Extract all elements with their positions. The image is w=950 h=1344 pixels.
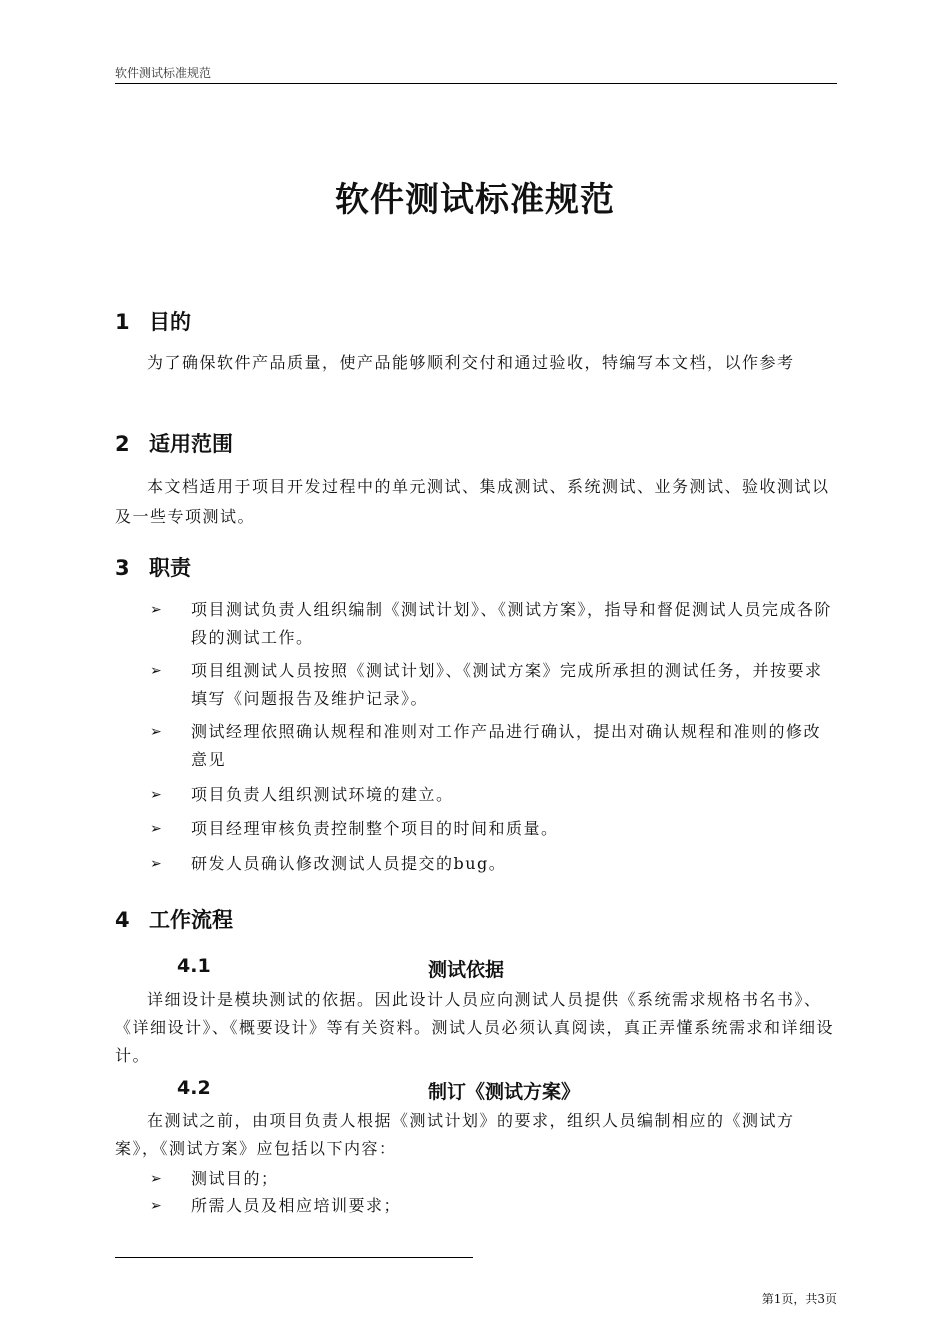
list-item — [150, 815, 837, 843]
list-item-text: 所需人员及相应培训要求； — [191, 1196, 402, 1215]
running-header: 软件测试标准规范 — [115, 66, 212, 80]
section-number: 2 — [115, 432, 130, 456]
header-rule — [115, 83, 837, 84]
list-item — [150, 850, 837, 878]
list-item — [150, 1192, 837, 1220]
subsection-4-2-paragraph: 在测试之前，由项目负责人根据《测试计划》的要求，组织人员编制相应的《测试方案》，《测试方案》应包括以下内容： — [115, 1111, 795, 1158]
list-item — [150, 657, 837, 713]
section-title: 职责 — [149, 556, 191, 580]
bullet-arrow-icon: ➢ — [150, 1171, 164, 1187]
list-item — [150, 1165, 837, 1193]
section-2-heading — [115, 428, 233, 458]
bullet-arrow-icon: ➢ — [150, 856, 164, 872]
section-number: 1 — [115, 310, 130, 334]
section-number: 4 — [115, 908, 130, 932]
section-number: 3 — [115, 556, 130, 580]
section-3-heading — [115, 552, 191, 582]
bullet-arrow-icon: ➢ — [150, 724, 164, 740]
bullet-arrow-icon: ➢ — [150, 787, 164, 803]
section-1-heading — [115, 306, 191, 336]
section-title: 工作流程 — [149, 908, 233, 932]
list-item-text: 测试目的； — [191, 1169, 279, 1188]
bullet-arrow-icon: ➢ — [150, 602, 164, 618]
subsection-number: 4.2 — [177, 1077, 211, 1099]
list-item — [150, 596, 837, 652]
section-title: 适用范围 — [149, 432, 233, 456]
section-2-paragraph: 本文档适用于项目开发过程中的单元测试、集成测试、系统测试、业务测试、验收测试以及一些专项测试。 — [115, 477, 830, 526]
section-title: 目的 — [149, 310, 191, 334]
list-item — [150, 781, 837, 809]
list-item-text: 项目负责人组织测试环境的建立。 — [191, 785, 454, 804]
bullet-arrow-icon: ➢ — [150, 821, 164, 837]
list-item-text: 项目测试负责人组织编制《测试计划》、《测试方案》，指导和督促测试人员完成各阶段的测试工作。 — [191, 600, 833, 647]
subsection-number: 4.1 — [177, 955, 211, 977]
document-title: 软件测试标准规范 — [335, 180, 615, 220]
bullet-arrow-icon: ➢ — [150, 1198, 164, 1214]
list-item-text: 项目经理审核负责控制整个项目的时间和质量。 — [191, 819, 559, 838]
list-item — [150, 718, 837, 774]
list-item-text: 研发人员确认修改测试人员提交的bug。 — [191, 854, 507, 873]
list-item-text: 测试经理依照确认规程和准则对工作产品进行确认，提出对确认规程和准则的修改意见 — [191, 722, 822, 769]
list-item-text: 项目组测试人员按照《测试计划》、《测试方案》完成所承担的测试任务，并按要求填写《问题报告及维护记录》。 — [191, 661, 823, 708]
page-number: 第1页，共3页 — [761, 1292, 837, 1306]
bullet-arrow-icon: ➢ — [150, 663, 164, 679]
footnote-rule — [115, 1257, 473, 1258]
section-4-heading — [115, 904, 233, 934]
section-1-paragraph: 为了确保软件产品质量，使产品能够顺利交付和通过验收，特编写本文档，以作参考 — [147, 353, 795, 372]
subsection-title: 制订《测试方案》 — [428, 1081, 581, 1103]
subsection-4-1-paragraph: 详细设计是模块测试的依据。因此设计人员应向测试人员提供《系统需求规格书名书》、《详细设计》、《概要设计》等有关资料。测试人员必须认真阅读，真正弄懂系统需求和详细设计。 — [115, 990, 835, 1065]
subsection-title: 测试依据 — [428, 959, 505, 981]
